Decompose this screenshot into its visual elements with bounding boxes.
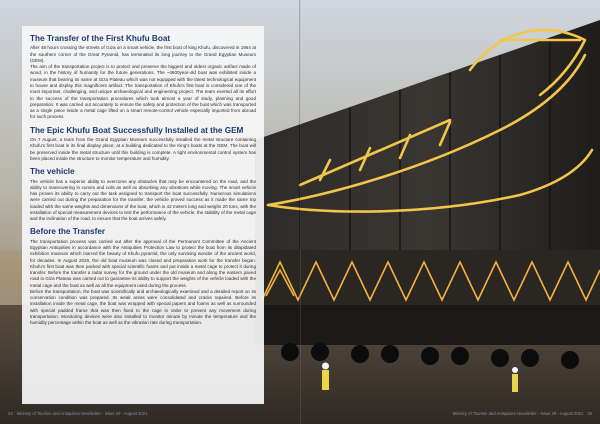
footer-text: Ministry of Tourism and Antiquities Newsletter - Issue 29 - August 2021	[452, 410, 584, 416]
page-gutter	[299, 0, 301, 424]
section-paragraph: On 7 August, a team from the Grand Egyptian Museum successfully installed the metal structure containing Khufu's first boat in its final display place; at a building dedicated to the King's boats at the GEM. The boat will be preserved inside the metal structure until this building is complete. A tight environmental control system has been placed inside the structure to monitor temperature and humidity.	[30, 137, 256, 161]
page-number: 25	[587, 410, 592, 416]
section-paragraph: The aim of the transportation project is to protect and preserve the biggest and oldest organic artifact made of wood, in the history of humanity for the future generations. The ~4600year-old boat was exhibited inside a museum that bearing its name at Giza Plateau which was not equipped with the latest technological equipment to house and display this magnificent artifact. The transportation of Khufu's first boat is considered one of the most important, challenging, and unique archaeological and engineering project. The team exerted all its effort to the success of the transportation procedures which took almost a year of study, planning and good preparation. It was carried out accurately to ensure the safety and protection of the boat which was transported as a single piece inside a metal cage lifted on a smart remote-control vehicle especially imported from abroad for such process.	[30, 64, 256, 120]
footer-text: Ministry of Tourism and Antiquities Newsletter - Issue 29 - August 2021	[16, 410, 148, 416]
section-heading: The Transfer of the First Khufu Boat	[30, 34, 171, 43]
section-heading: The Epic Khufu Boat Successfully Installed at the GEM	[30, 125, 244, 135]
section-paragraph: After 48 hours crossing the streets of Giza on a smart vehicle, the first boat of king Khufu, discovered in 1954 at the southern corner of the Great Pyramid, has terminated its long journey to the Grand Egyptian Museum (GEM).	[30, 45, 256, 63]
page-number: 24	[8, 410, 13, 416]
section-paragraph: Before the transportation, the boat was scientifically and archaeologically examined and a detailed report on its conservation condition was prepared. Its weak areas were consolidated and cracks repaired. Before its installation inside the metal cage, the boat was wrapped with special papers and foams as well as surrounded with special padded frame that was then fixed to the cage in order to prevent any movement during transportation. Monitoring devices were also installed to monitor minute by minute the temperature and the humidity percentage within the boat as well as the vibration rate during transportation.	[30, 288, 256, 326]
footer-right	[453, 408, 592, 418]
section-heading: Before the Transfer	[30, 227, 106, 237]
footer-left	[8, 408, 147, 418]
section-paragraph: The vehicle has a superior ability to overcome any obstacles that may be encountered on the road, and the ability to maneuvering in curves and coils as well as absorbing any vibrations while moving. The smart vehicle has proven its ability to carry out the task assigned to transport the boat successfully. Numerous simulations were carried out during the preparation for the transfer, the vehicle proved success as it made the same trip loaded with the same weights and dimensions of the boat, which is 42 meters long and weighs 20 tons, with the installation of special measurement devices to test the performance of the vehicle, the stability of the metal cage and the inclination of the road, to ensure that the boat arrives safely.	[30, 178, 256, 222]
section-heading: The vehicle	[30, 167, 75, 177]
section-paragraph: The transportation process was carried out after the approval of the Permanent Committee of the Ancient Egyptian Antiquities in accordance with the Antiquities Protection Law to protect the boat from its dilapidated exhibition museum which marred the beauty of Khufu pyramid, the only surviving wonder of the ancient world, for decades. In August 2020, the old boat museum was closed and preparation work for the transfer began. Khufu's first boat was then packed with special scientific foams and put inside a metal cage to protect it during transfer. Before the transfer a radar survey for the ground under the old museum and along the eastern paved road in Giza Plateau was carried out to guarantee its ability to support the weights of the vehicle loaded with the metal cage and the boat as well as all the equipment used during the process.	[30, 238, 256, 288]
article-panel	[22, 26, 264, 404]
